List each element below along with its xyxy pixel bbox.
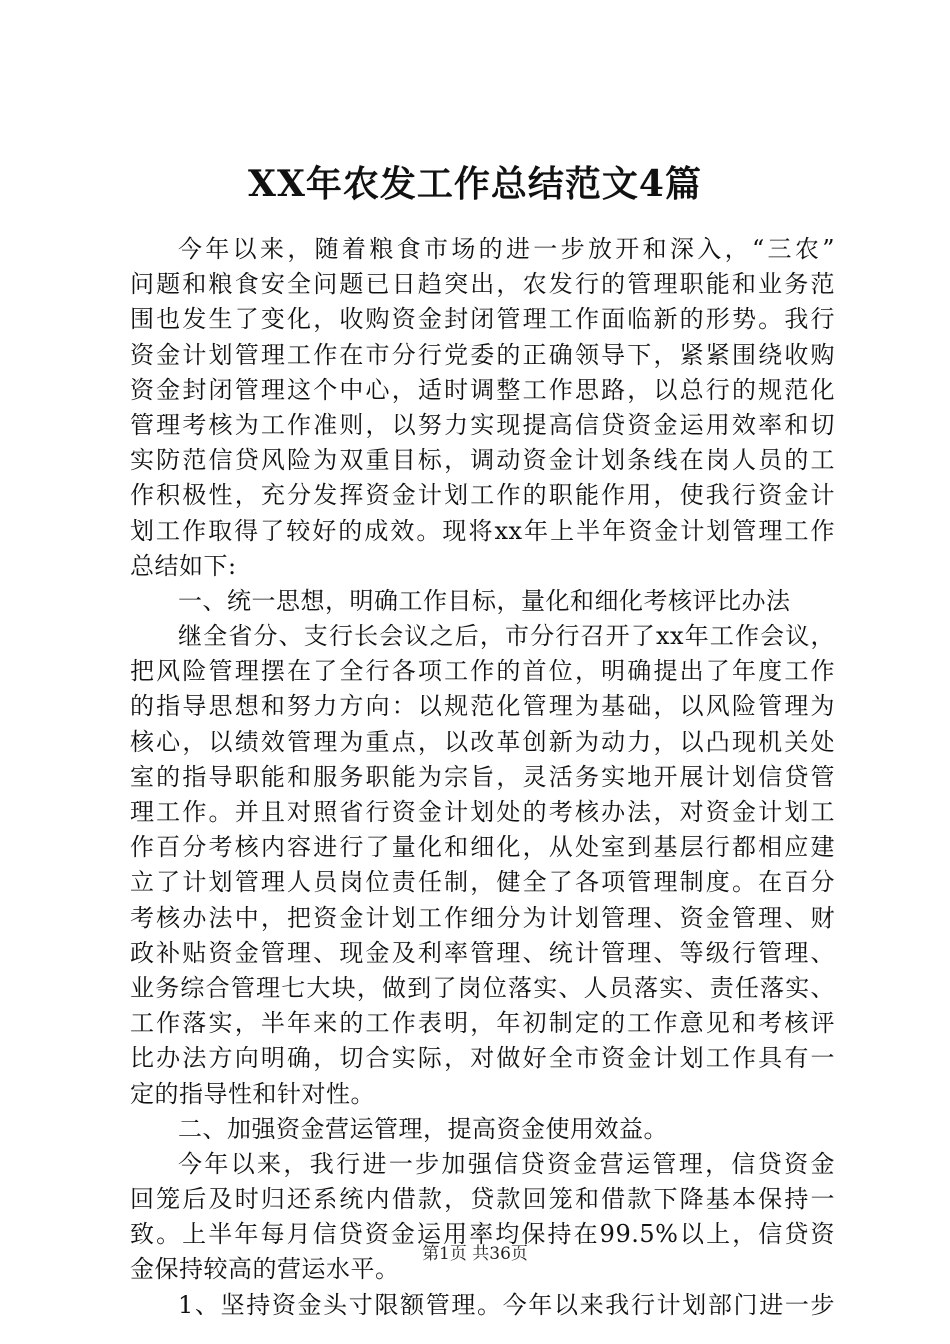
text-line: 资金封闭管理这个中心，适时调整工作思路，以总行的规范化	[130, 375, 835, 404]
text-line: 致。上半年每月信贷资金运用率均保持在99.5%以上，信贷资	[130, 1220, 835, 1249]
text-line: 理工作。并且对照省行资金计划处的考核办法，对资金计划工	[130, 798, 835, 826]
text-line: 今年以来，我行进一步加强信贷资金营运管理，信贷资金	[178, 1149, 835, 1178]
text-line: 工作落实，半年来的工作表明，年初制定的工作意见和考核评	[130, 1009, 835, 1038]
section-heading: 一、统一思想，明确工作目标，量化和细化考核评比办法	[178, 586, 791, 615]
text-line: 作百分考核内容进行了量化和细化，从处室到基层行都相应建	[130, 833, 835, 862]
document-body	[130, 232, 835, 1323]
text-line: 问题和粮食安全问题已日趋突出，农发行的管理职能和业务范	[130, 270, 835, 299]
text-line: 定的指导性和针对性。	[130, 1079, 375, 1108]
text-line: 管理考核为工作准则，以努力实现提高信贷资金运用效率和切	[130, 410, 835, 439]
text-line: 业务综合管理七大块，做到了岗位落实、人员落实、责任落实、	[130, 973, 835, 1002]
text-line: 考核办法中，把资金计划工作细分为计划管理、资金管理、财	[130, 903, 835, 932]
text-line: 政补贴资金管理、现金及利率管理、统计管理、等级行管理、	[130, 938, 835, 967]
text-line: 围也发生了变化，收购资金封闭管理工作面临新的形势。我行	[130, 305, 835, 334]
text-line: 核心，以绩效管理为重点，以改革创新为动力，以凸现机关处	[130, 727, 835, 756]
text-line: 比办法方向明确，切合实际，对做好全市资金计划工作具有一	[130, 1044, 835, 1073]
text-line: 实防范信贷风险为双重目标，调动资金计划条线在岗人员的工	[130, 446, 835, 475]
text-line: 金保持较高的营运水平。	[130, 1255, 400, 1284]
text-line: 回笼后及时归还系统内借款，贷款回笼和借款下降基本保持一	[130, 1185, 835, 1214]
document-title: XX年农发工作总结范文4篇	[248, 163, 702, 205]
text-line: 把风险管理摆在了全行各项工作的首位，明确提出了年度工作	[130, 657, 835, 686]
section-heading: 二、加强资金营运管理，提高资金使用效益。	[178, 1114, 668, 1143]
text-line: 1、坚持资金头寸限额管理。今年以来我行计划部门进一步	[178, 1290, 835, 1319]
text-line: 资金计划管理工作在市分行党委的正确领导下，紧紧围绕收购	[130, 340, 835, 369]
text-line: 划工作取得了较好的成效。现将xx年上半年资金计划管理工作	[130, 516, 835, 545]
text-line: 今年以来，随着粮食市场的进一步放开和深入，“三农”	[178, 235, 835, 263]
text-line: 立了计划管理人员岗位责任制，健全了各项管理制度。在百分	[130, 868, 835, 897]
text-line: 作积极性，充分发挥资金计划工作的职能作用，使我行资金计	[130, 481, 835, 510]
text-line: 的指导思想和努力方向：以规范化管理为基础，以风险管理为	[130, 692, 835, 721]
text-line: 总结如下:	[130, 551, 237, 580]
text-line: 继全省分、支行长会议之后，市分行召开了xx年工作会议，	[178, 622, 835, 651]
text-line: 室的指导职能和服务职能为宗旨，灵活务实地开展计划信贷管	[130, 762, 835, 791]
page-number-footer: 第1页 共36页	[422, 1244, 528, 1264]
